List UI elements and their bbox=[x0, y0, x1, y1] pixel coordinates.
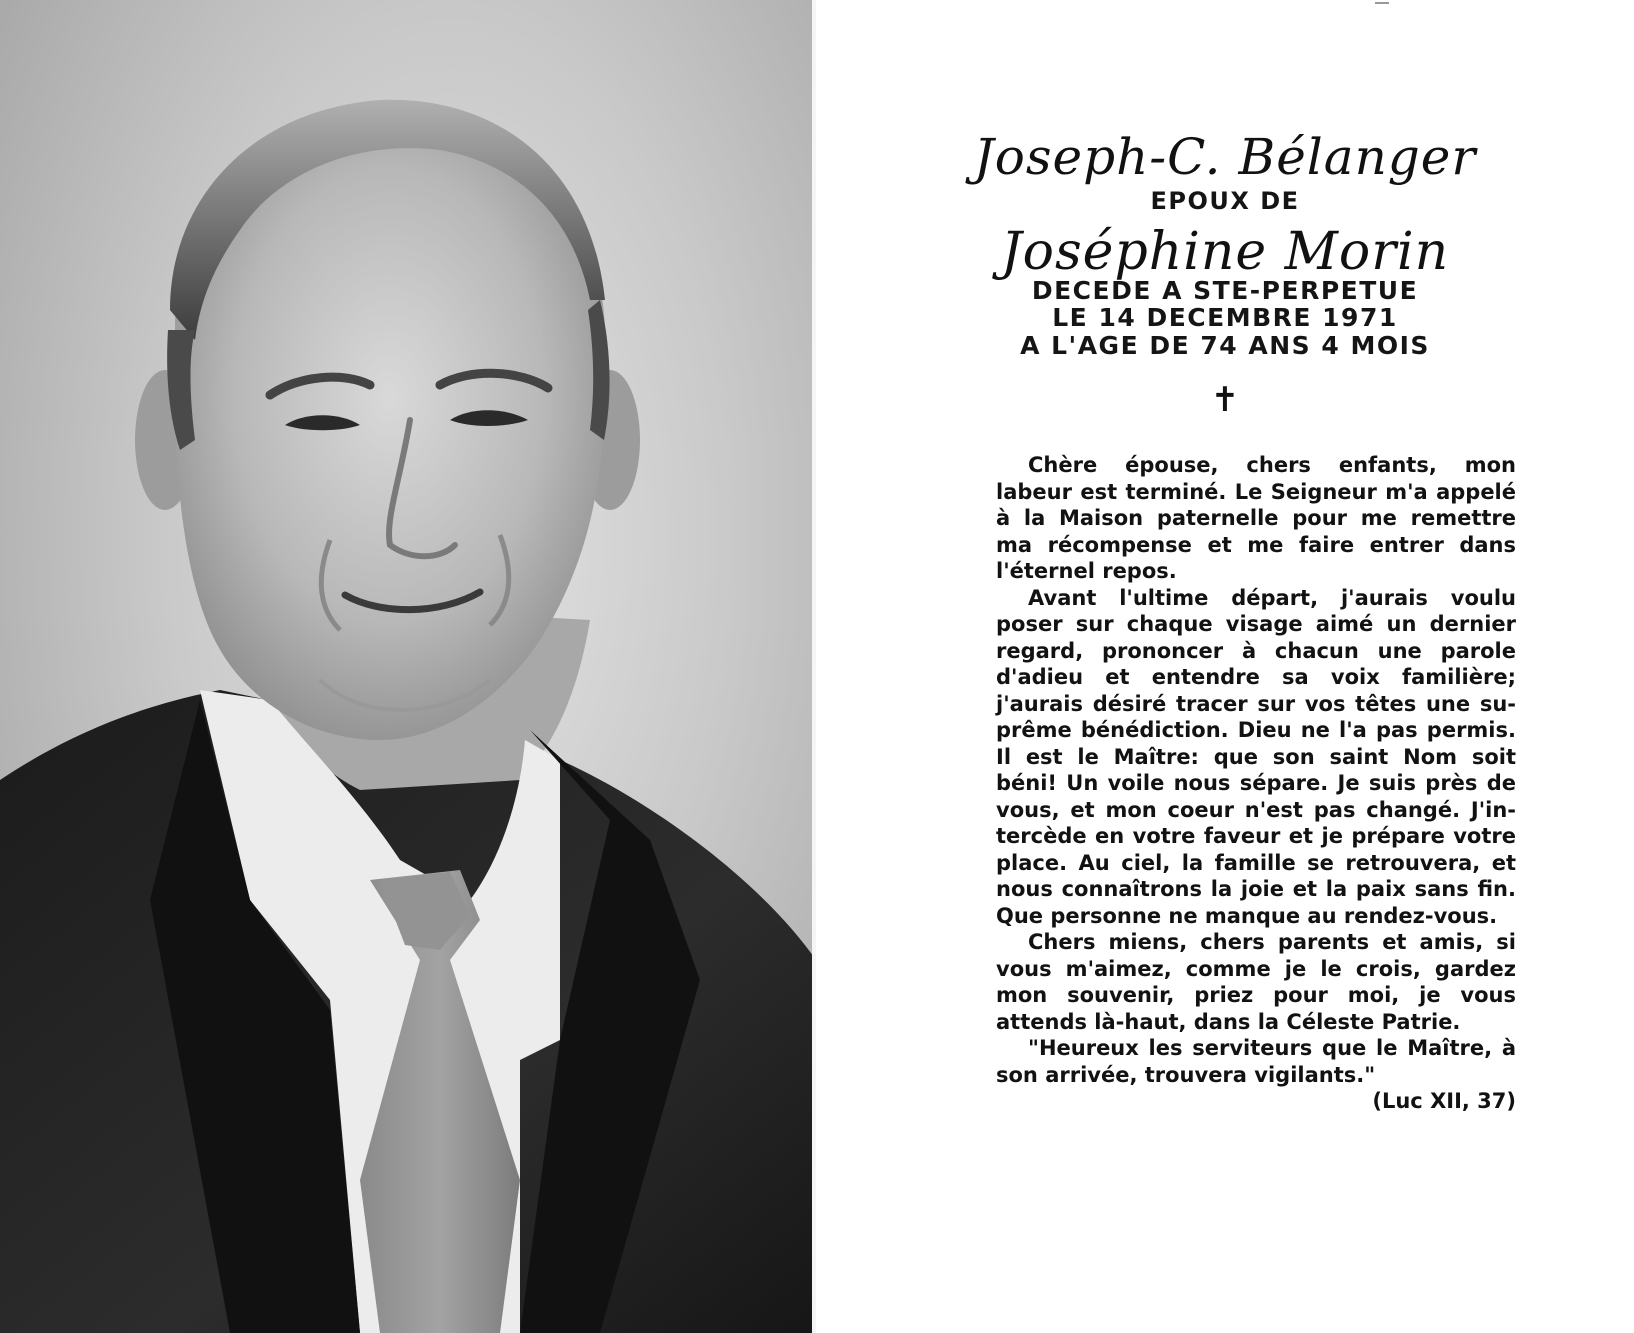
deceased-name: Joseph-C. Bélanger bbox=[973, 128, 1477, 186]
scripture-reference-line bbox=[996, 1088, 1516, 1115]
scripture-quote: "Heureux les serviteurs que le Maître, à son arrivée, trouvera vigilants." bbox=[996, 1036, 1516, 1087]
prayer-paragraph: Chers miens, chers parents et amis, si vous m'aimez, comme je le crois, gardez mon souvenir, priez pour moi, je vous attends là-haut, dans la Céleste Patrie. bbox=[996, 930, 1516, 1034]
age-at-death: A L'AGE DE 74 ANS 4 MOIS bbox=[1020, 331, 1430, 360]
memorial-prayer bbox=[996, 452, 1516, 1115]
prayer-paragraph: Avant l'ultime départ, j'aurais voulu poser sur chaque visage aimé un dernier regard, prononcer à chacun une parole d'adieu et entendre sa voix familière; j'aurais désiré tracer sur vos têtes une suprême bénédiction. Dieu ne l'a pas permis. Il est le Maître: que son saint Nom soit béni! Un voile nous sépare. Je suis près de vous, et mon coeur n'est pas changé. J'intercède en votre faveur et je prépare votre place. Au ciel, la famille se retrouvera, et nous connaîtrons la joie et la paix sans fin. Que personne ne manque au rendez-vous. bbox=[996, 585, 1516, 928]
death-place: DECEDE A STE-PERPETUE bbox=[1031, 276, 1419, 305]
memorial-text-panel bbox=[816, 0, 1634, 1333]
portrait-drawing bbox=[0, 0, 816, 1333]
death-date: LE 14 DECEMBRE 1971 bbox=[1052, 303, 1398, 332]
cross-icon: ✝ bbox=[1210, 380, 1240, 420]
spouse-name: Joséphine Morin bbox=[1000, 222, 1450, 282]
scripture-reference: (Luc XII, 37) bbox=[1372, 1089, 1516, 1113]
portrait-photo bbox=[0, 0, 816, 1333]
spouse-label: EPOUX DE bbox=[1150, 187, 1300, 215]
prayer-paragraph: Chère épouse, chers enfants, mon labeur est terminé. Le Seigneur m'a appelé à la Maison paternelle pour me remettre ma récompense et me faire entrer dans l'éternel repos. bbox=[996, 453, 1516, 583]
scan-mark bbox=[1375, 2, 1389, 4]
